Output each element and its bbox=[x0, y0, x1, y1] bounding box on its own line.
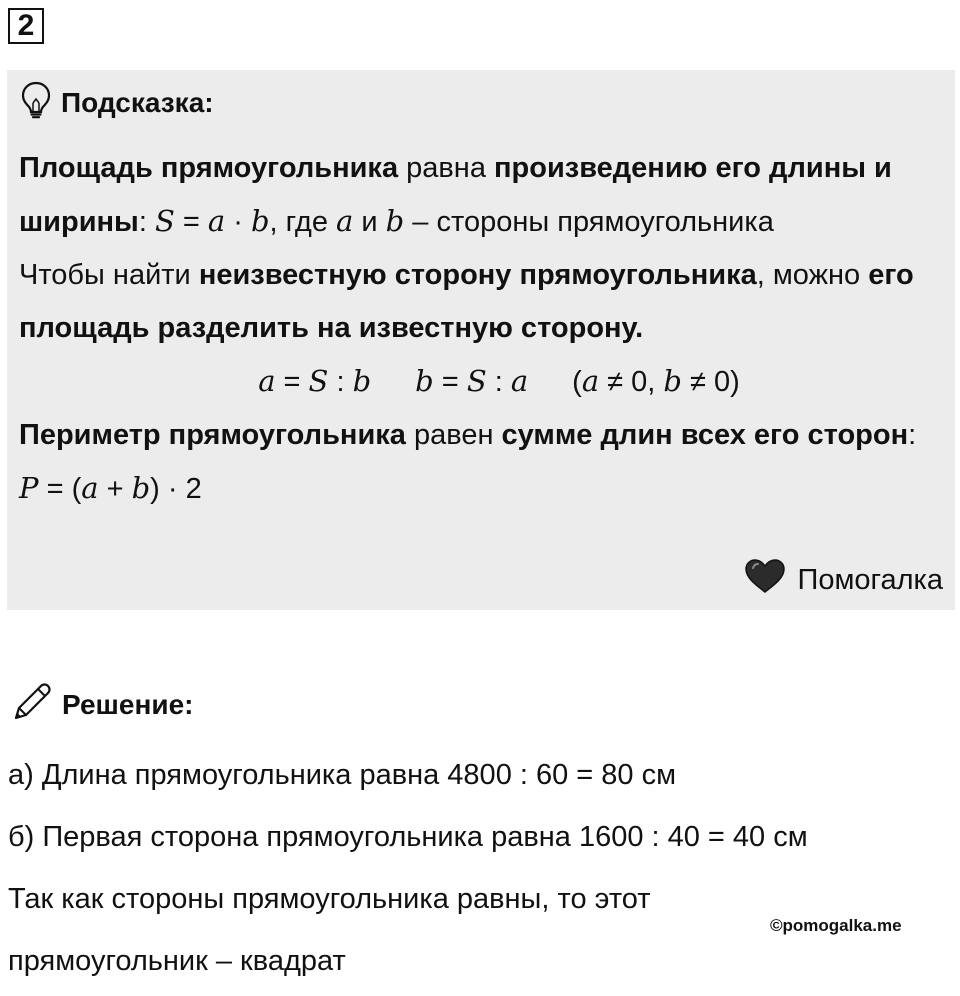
brand-name: Помогалка bbox=[797, 563, 943, 596]
heart-icon bbox=[744, 558, 786, 602]
perimeter-rule: Периметр прямоугольника равен сумме длин всех его сторон: P = (a + b) · 2 bbox=[19, 419, 917, 505]
watermark: ©pomogalka.me bbox=[770, 916, 902, 935]
hint-box bbox=[7, 70, 955, 610]
hint-title: Подсказка: bbox=[61, 87, 214, 118]
pencil-icon bbox=[10, 680, 54, 731]
solution-conclusion-2: прямоугольник – квадрат bbox=[8, 945, 346, 977]
solution-body bbox=[8, 748, 948, 996]
solution-line-b: б) Первая сторона прямоугольника равна 1600 : 40 = 40 см bbox=[8, 821, 808, 853]
hint-header bbox=[21, 80, 214, 126]
solution-header bbox=[10, 682, 193, 728]
solution-line-a: а) Длина прямоугольника равна 4800 : 60 = 80 см bbox=[8, 759, 677, 791]
area-rule: Площадь прямоугольника равна произведению его длины и ширины: S = a · b, где a и b – стороны прямоугольника bbox=[19, 152, 892, 238]
solution-conclusion-1: Так как стороны прямоугольника равны, то этот bbox=[8, 883, 651, 915]
task-number: 2 bbox=[8, 8, 44, 44]
solution-title: Решение: bbox=[62, 689, 194, 720]
side-formula: a = S : b b = S : a (a ≠ 0, b ≠ 0) bbox=[258, 364, 740, 398]
brand-label bbox=[744, 560, 943, 600]
lightbulb-icon bbox=[21, 81, 51, 126]
side-rule: Чтобы найти неизвестную сторону прямоугольника, можно его площадь разделить на известную сторону. bbox=[19, 259, 914, 344]
hint-body bbox=[19, 142, 939, 516]
